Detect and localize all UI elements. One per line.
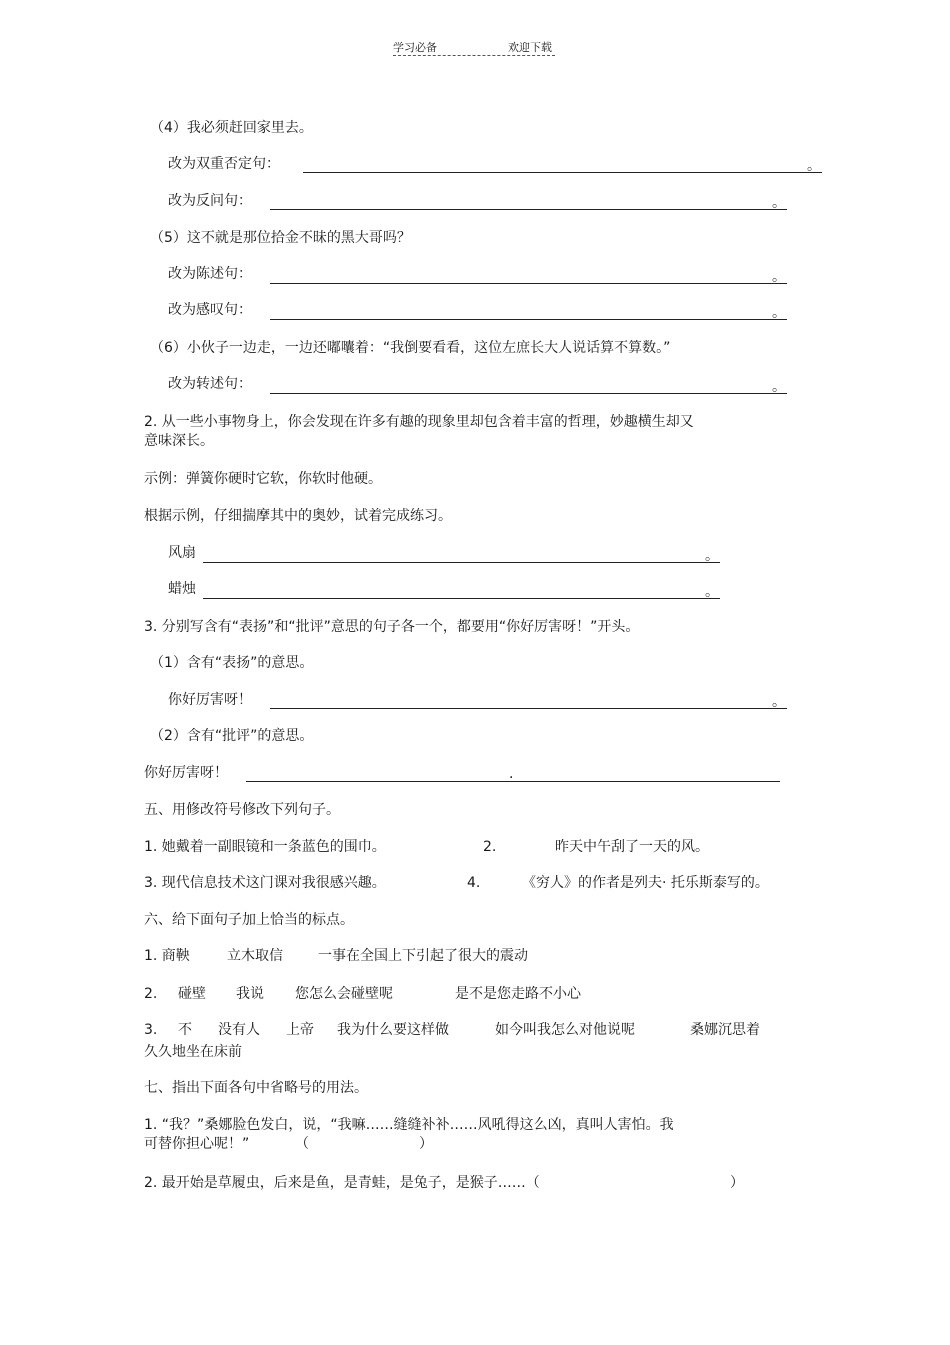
q5-prompt-exclamatory: 改为感叹句： [168,302,252,318]
sec6-line3-part: 没有人 [218,1022,260,1038]
sec6-line1-part: 一事在全国上下引起了很大的震动 [318,948,528,964]
answer-blank[interactable] [270,393,787,394]
q5-title: （5）这不就是那位拾金不昧的黑大哥吗？ [150,230,411,246]
q2-item-candle: 蜡烛 [168,581,196,597]
sec6-line2-part: 您怎么会碰壁呢 [295,986,393,1002]
bracket-close: ） [730,1175,744,1191]
period-mark: 。 [705,584,719,600]
sec6-line2-part: 碰壁 [178,986,206,1002]
sec7-sentence-2: 2. 最开始是草履虫，后来是鱼，是青蛙，是兔子，是猴子……（ [144,1175,540,1191]
q2-text-line2: 意味深长。 [144,433,214,449]
period-mark: 。 [705,548,719,564]
dot-mark: . [509,766,514,782]
sec5-sentence-2: 昨天中午刮了一天的风。 [555,839,709,855]
sec6-line3-part: 不 [178,1022,192,1038]
header-left: 学习必备 [393,41,437,54]
period-mark: 。 [772,379,786,395]
answer-blank[interactable] [270,283,787,284]
sec6-line3-part: 我为什么要这样做 [337,1022,449,1038]
q2-text-line1: 2. 从一些小事物身上，你会发现在许多有趣的现象里却包含着丰富的哲理，妙趣横生却又 [144,414,694,430]
sec6-line3-part: 上帝 [286,1022,314,1038]
sec6-line1-part: 1. 商鞅 [144,948,190,964]
sec6-line2-part: 是不是您走路不小心 [455,986,581,1002]
sec6-line2-part: 2. [144,986,158,1002]
header-right: 欢迎下载 [508,41,552,54]
q4-prompt-double-negative: 改为双重否定句： [168,156,280,172]
sec6-line3-part: 如今叫我怎么对他说呢 [495,1022,635,1038]
sec6-line3-part: 3. [144,1022,158,1038]
header-divider [393,55,555,56]
q3-sub-criticism: （2）含有“批评”的意思。 [150,728,314,744]
q3-prompt-praise: 你好厉害呀！ [168,692,252,708]
q4-prompt-rhetorical: 改为反问句： [168,193,252,209]
answer-blank[interactable] [270,708,787,709]
period-mark: 。 [772,269,786,285]
bracket-close: ） [419,1136,433,1152]
sec5-number-2: 2. [483,839,497,855]
sec5-sentence-4: 《穷人》的作者是列夫· 托乐斯泰写的。 [522,875,769,891]
answer-blank[interactable] [203,598,720,599]
q6-title: （6）小伙子一边走，一边还嘟囔着：“我倒要看看，这位左庶长大人说话算不算数。” [150,340,671,356]
q2-item-fan: 风扇 [168,545,196,561]
sec6-line1-part: 立木取信 [227,948,283,964]
q3-prompt-criticism: 你好厉害呀！ [144,765,228,781]
q5-prompt-declarative: 改为陈述句： [168,266,252,282]
sec5-sentence-1: 1. 她戴着一副眼镜和一条蓝色的围巾。 [144,839,386,855]
sec7-sentence-1a: 1. “我？”桑娜脸色发白，说，“我嘛……缝缝补补……风吼得这么凶，真叫人害怕。我 [144,1117,674,1133]
sec6-line2-part: 我说 [236,986,264,1002]
period-mark: 。 [772,305,786,321]
sec5-sentence-3: 3. 现代信息技术这门课对我很感兴趣。 [144,875,386,891]
period-mark: 。 [772,694,786,710]
q3-title: 3. 分别写含有“表扬”和“批评”意思的句子各一个，都要用“你好厉害呀！”开头。 [144,619,640,635]
sec7-sentence-1b: 可替你担心呢！” [144,1136,250,1152]
period-mark: 。 [772,195,786,211]
bracket-open: （ [295,1136,309,1152]
sec5-heading: 五、用修改符号修改下列句子。 [144,802,340,818]
q6-prompt-indirect: 改为转述句： [168,376,252,392]
sec6-line3-part: 桑娜沉思着 [690,1022,760,1038]
q4-title: （4）我必须赶回家里去。 [150,120,313,136]
q2-example: 示例：弹簧你硬时它软，你软时他硬。 [144,471,382,487]
q3-sub-praise: （1）含有“表扬”的意思。 [150,655,314,671]
period-mark: 。 [807,158,821,174]
answer-blank[interactable] [203,562,720,563]
answer-blank[interactable] [303,172,822,173]
sec6-heading: 六、给下面句子加上恰当的标点。 [144,912,354,928]
sec7-heading: 七、指出下面各句中省略号的用法。 [144,1080,368,1096]
q2-instruction: 根据示例，仔细揣摩其中的奥妙，试着完成练习。 [144,508,452,524]
answer-blank[interactable] [270,319,787,320]
answer-blank[interactable] [270,209,787,210]
sec6-line3-continuation: 久久地坐在床前 [144,1044,242,1060]
sec5-number-4: 4. [467,875,481,891]
